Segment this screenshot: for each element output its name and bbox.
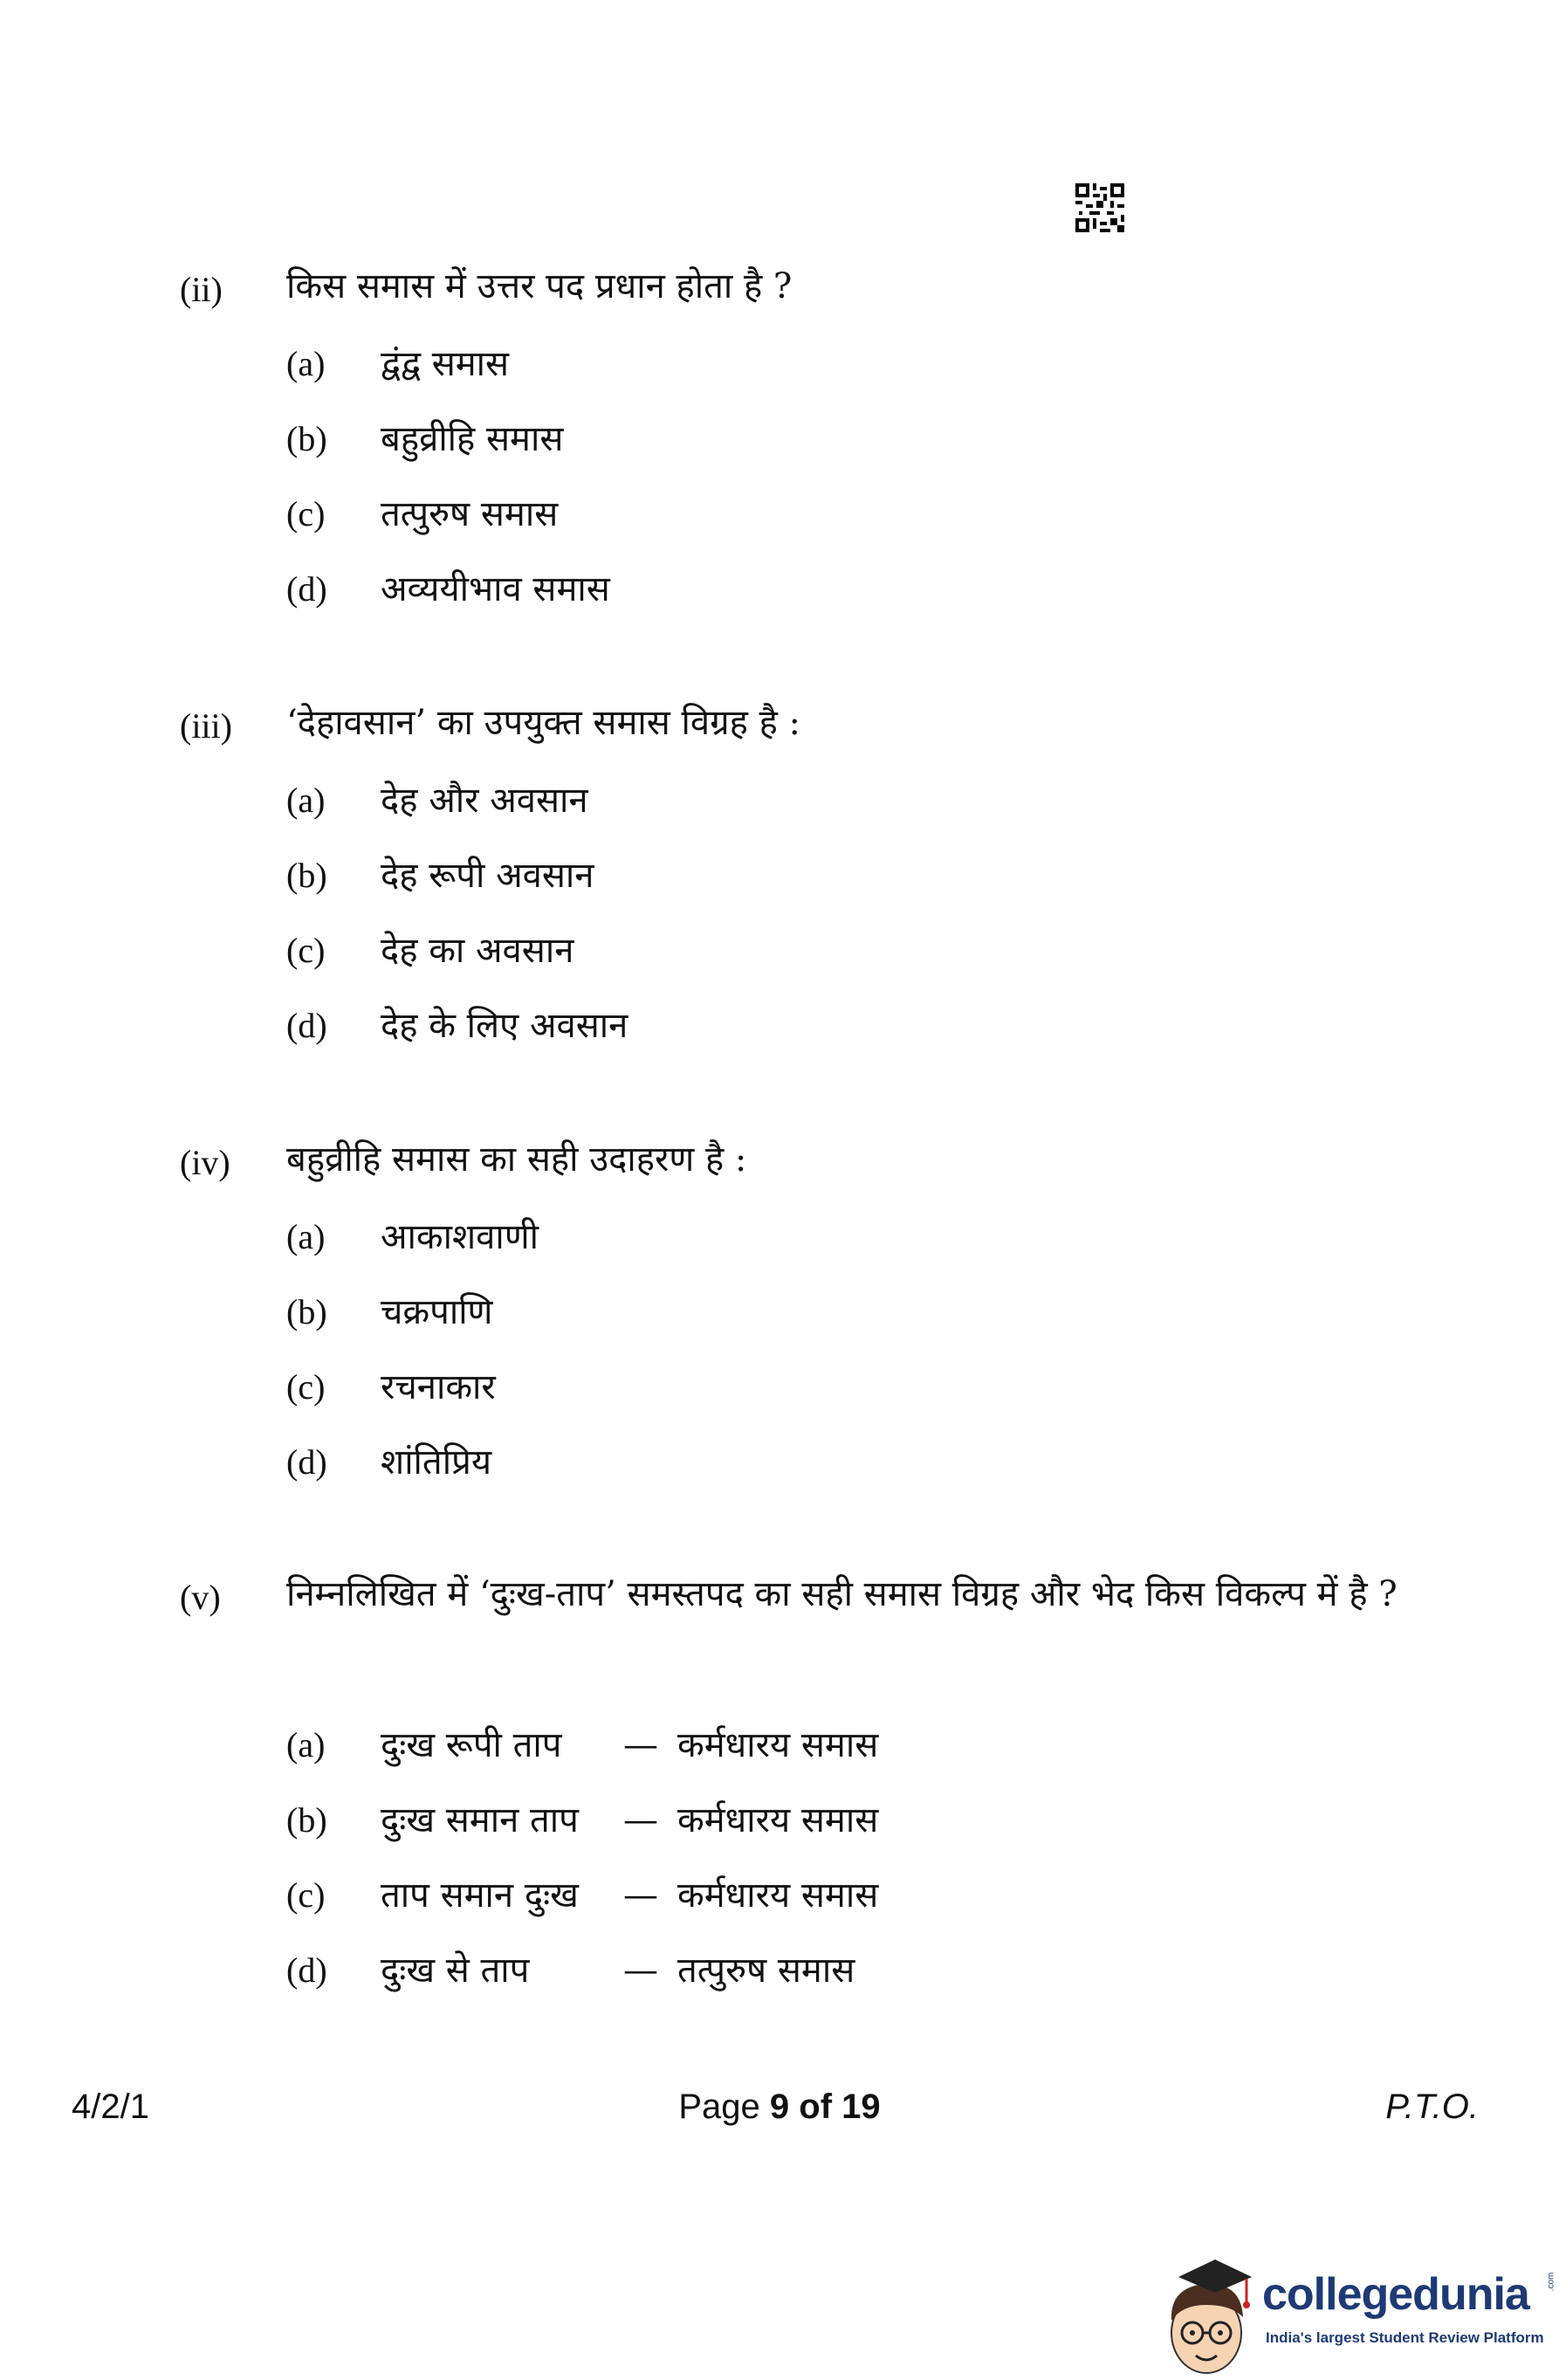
option-label: (d) [286,1950,327,1990]
question-number: (iii) [180,706,232,746]
collegedunia-logo [1161,2253,1559,2380]
option-label: (a) [286,1217,326,1256]
option-d [180,1425,1419,1500]
option-a [180,1708,1419,1783]
option-c [180,1350,1419,1425]
option-label: (a) [286,781,326,820]
option-label: (b) [286,856,327,895]
option-label: (d) [286,1006,327,1045]
question-number: (v) [180,1578,221,1617]
option-label: (c) [286,494,326,533]
question-4 [180,1126,1419,1500]
question-text: बहुव्रीहि समास का सही उदाहरण है : [286,1139,747,1180]
option-dash: — [623,1950,658,1991]
option-label: (a) [286,344,326,383]
page-number [0,2081,1559,2133]
qr-code-icon [1075,183,1124,232]
option-c [180,1858,1419,1933]
option-label: (b) [286,1800,327,1840]
logo-suffix: .com [1546,2272,1556,2292]
question-number: (ii) [180,270,223,309]
mascot-icon [1161,2253,1257,2380]
page-prefix: Page [678,2088,770,2126]
option-text: देह और अवसान [381,781,588,821]
option-text: द्वंद्व समास [381,344,510,384]
page-of: of [789,2088,842,2126]
option-type: कर्मधारय समास [677,1800,879,1840]
page-total: 19 [841,2088,881,2126]
question-5 [180,1561,1419,2008]
page-footer [0,2081,1559,2133]
option-label: (c) [286,931,326,970]
option-text: देह रूपी अवसान [381,856,594,896]
option-text: दुःख समान ताप [381,1800,579,1840]
option-label: (b) [286,1292,327,1331]
question-text: निम्नलिखित में ‘दुःख-ताप’ समस्तपद का सही समास विग्रह और भेद किस विकल्प में है ? [286,1574,1398,1614]
option-text: अव्ययीभाव समास [381,569,610,609]
option-type: तत्पुरुष समास [677,1950,855,1991]
option-label: (d) [286,569,327,609]
option-label: (b) [286,419,327,458]
logo-name: collegedunia [1262,2269,1529,2320]
question-text: किस समास में उत्तर पद प्रधान होता है ? [286,266,793,306]
option-d [180,988,1419,1063]
question-number: (iv) [180,1143,230,1182]
option-text: आकाशवाणी [381,1217,539,1257]
option-b [180,1275,1419,1350]
option-text: ताप समान दुःख [381,1875,579,1916]
question-2 [180,253,1419,627]
option-dash: — [623,1800,658,1840]
option-a [180,327,1419,402]
paper-code: 4/2/1 [72,2088,149,2126]
pto-label: P.T.O. [1385,2088,1479,2126]
option-b [180,402,1419,477]
option-label: (a) [286,1725,326,1764]
option-c [180,477,1419,552]
option-text: दुःख रूपी ताप [381,1725,562,1765]
question-text: ‘देहावसान’ का उपयुक्त समास विग्रह है : [286,703,801,743]
option-text: देह के लिए अवसान [381,1006,628,1046]
option-label: (d) [286,1442,327,1482]
page-current: 9 [769,2088,790,2126]
option-a [180,1200,1419,1275]
option-type: कर्मधारय समास [677,1875,879,1916]
option-dash: — [623,1875,658,1916]
option-text: दुःख से ताप [381,1950,530,1991]
option-text: देह का अवसान [381,931,574,971]
logo-tagline: India's largest Student Review Platform [1266,2329,1544,2346]
option-d [180,1933,1419,2008]
option-c [180,913,1419,988]
option-a [180,763,1419,838]
option-label: (c) [286,1875,326,1915]
option-type: कर्मधारय समास [677,1725,879,1765]
option-d [180,552,1419,627]
option-text: तत्पुरुष समास [381,494,559,534]
option-text: चक्रपाणि [381,1292,493,1332]
option-b [180,1783,1419,1858]
option-text: बहुव्रीहि समास [381,419,564,459]
question-3 [180,690,1419,1063]
option-text: शांतिप्रिय [381,1442,492,1482]
option-text: रचनाकार [381,1367,496,1407]
option-dash: — [623,1725,658,1765]
option-b [180,838,1419,913]
option-label: (c) [286,1367,326,1407]
